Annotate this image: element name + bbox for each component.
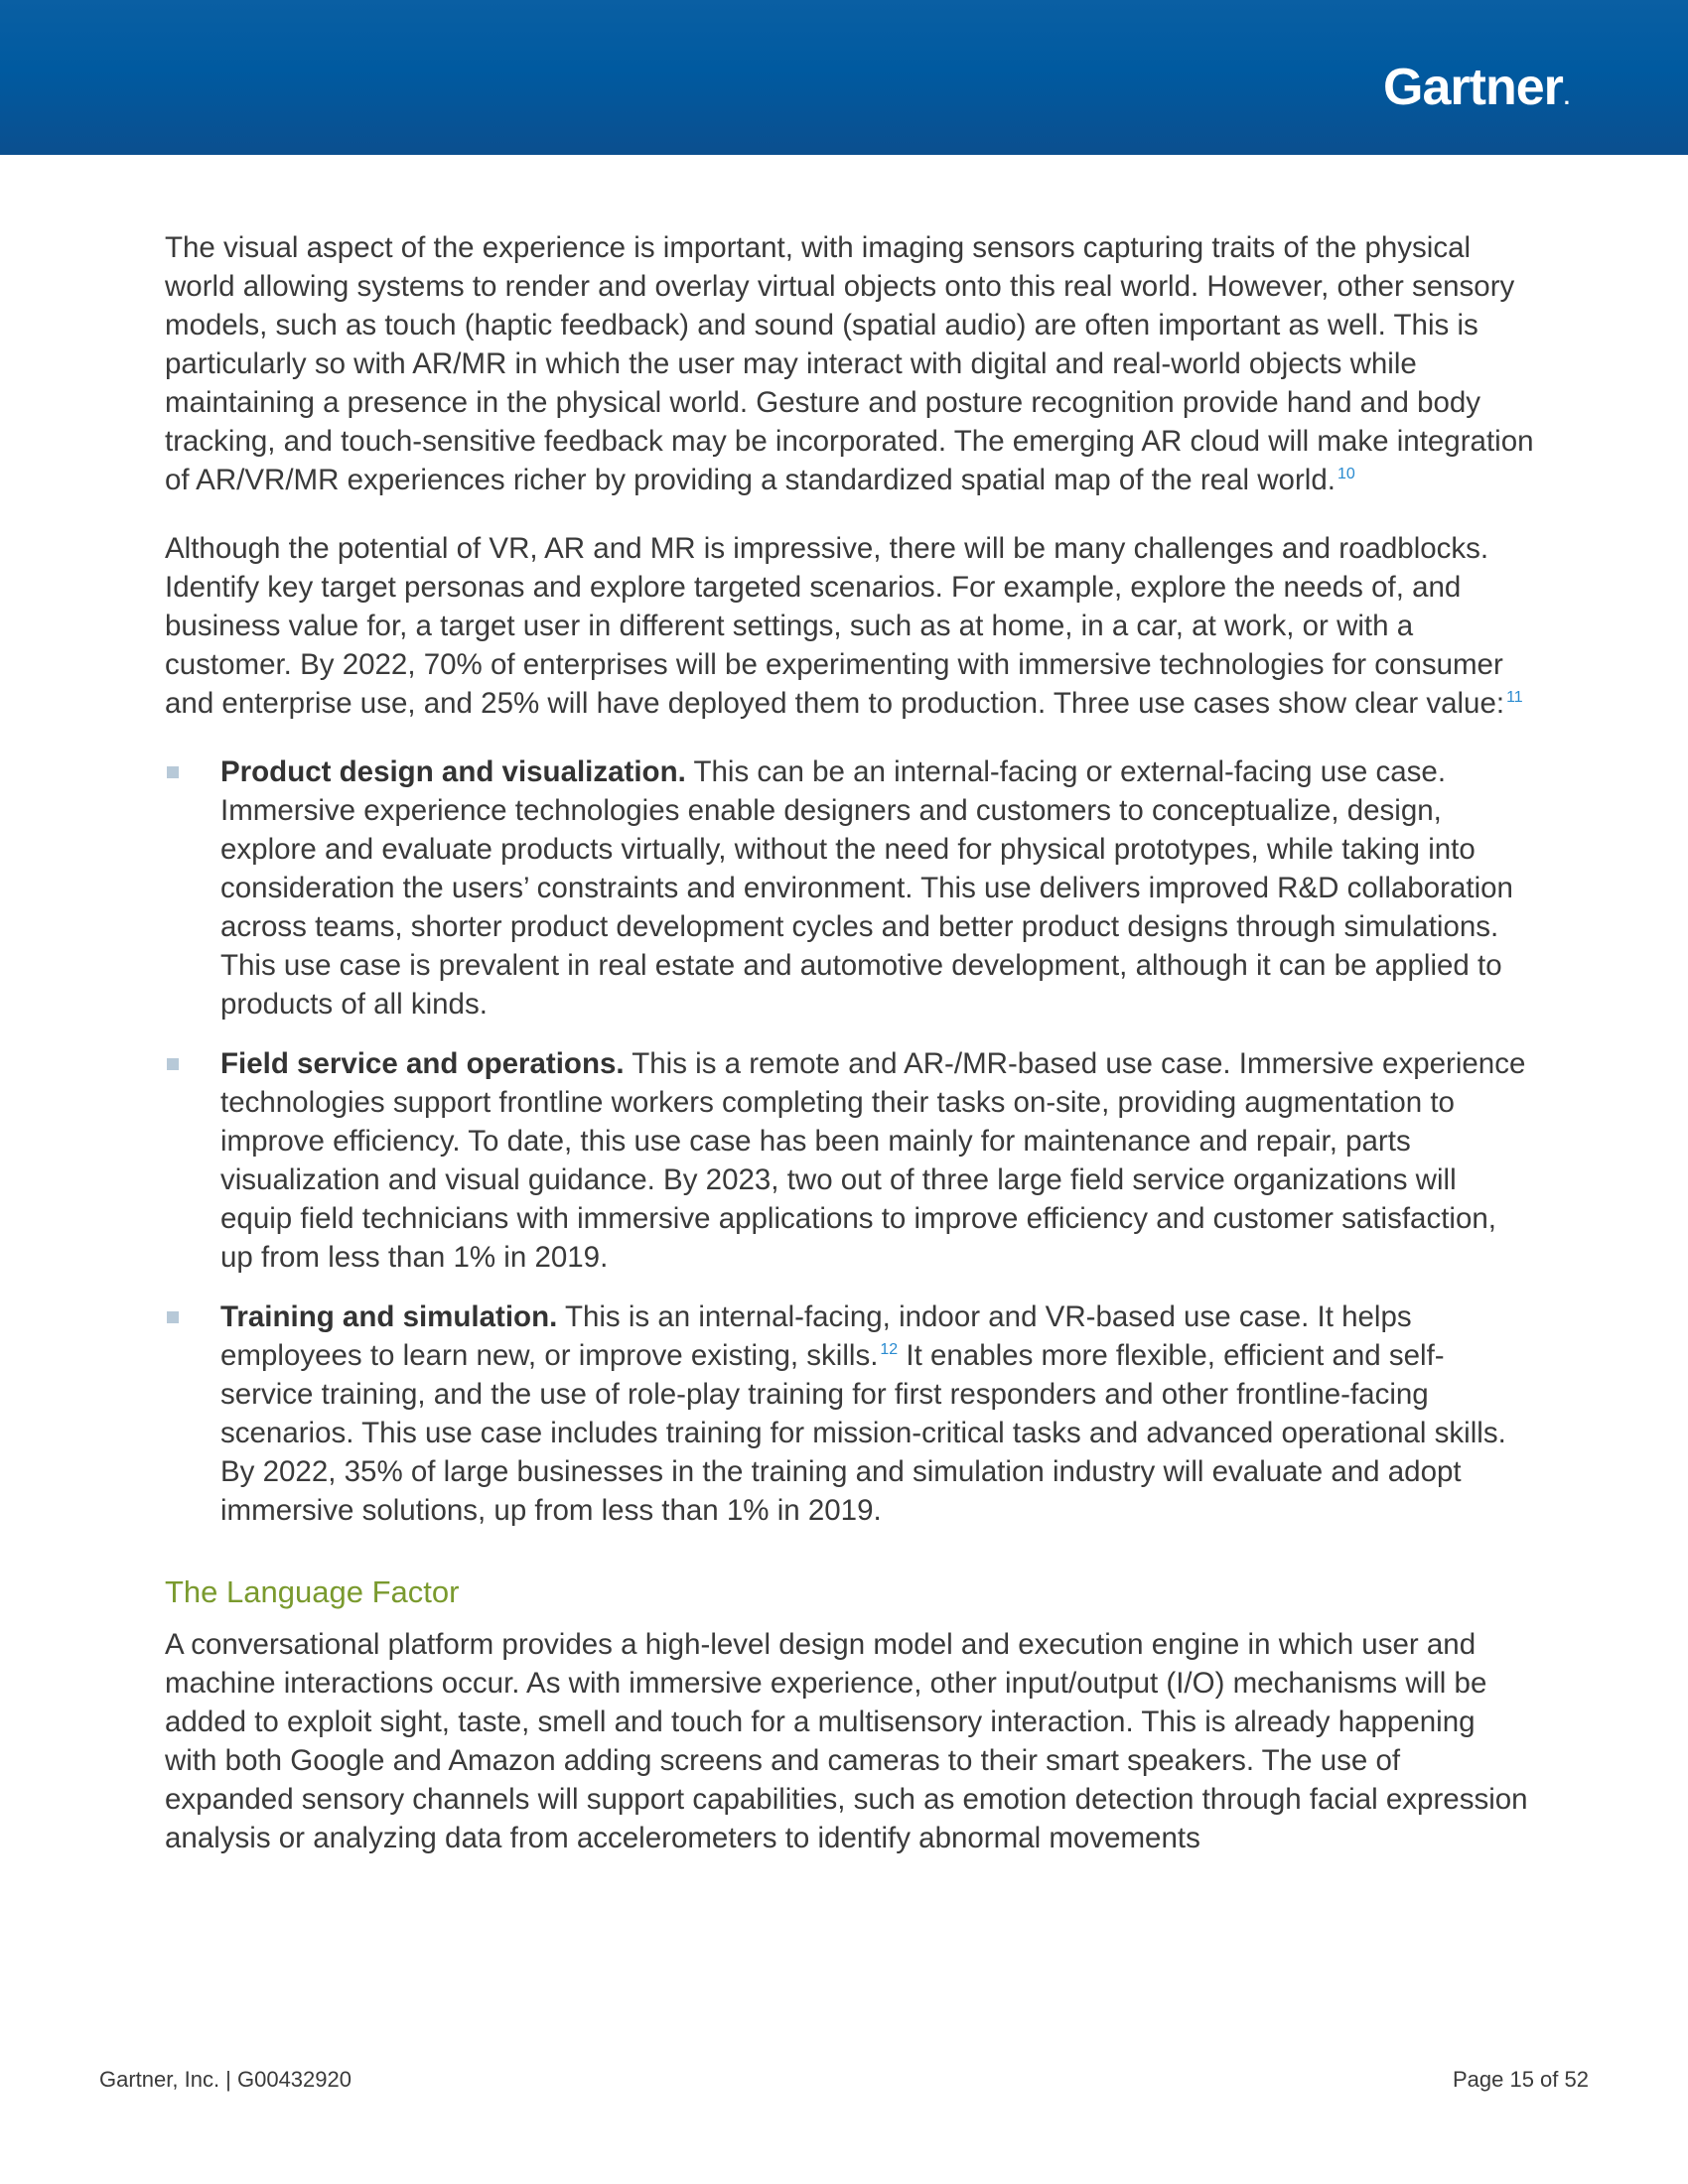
use-case-title: Product design and visualization. [220, 755, 686, 788]
square-bullet-icon [167, 1058, 179, 1070]
list-item [165, 752, 1535, 1024]
paragraph-text: The visual aspect of the experience is important, with imaging sensors capturing traits of the physical world allowing systems to render and overlay virtual objects onto this real world. However, other sensory models, such as touch (haptic feedback) and sound (spatial audio) are often important as well. This is particularly so with AR/MR in which the user may interact with digital and real-world objects while maintaining a presence in the physical world. Gesture and posture recognition provide hand and body tracking, and touch-sensitive feedback may be incorporated. The emerging AR cloud will make integration of AR/VR/MR experiences richer by providing a standardized spatial map of the real world. [165, 231, 1534, 496]
paragraph-visual-aspect [165, 228, 1535, 499]
gartner-logo [1383, 59, 1569, 116]
use-case-title: Field service and operations. [220, 1047, 625, 1080]
use-case-text: This is an internal-facing, indoor and VR-based use case. It helps employees to learn new, or improve existing, skills. [220, 1300, 1412, 1372]
use-case-text: This can be an internal-facing or external-facing use case. Immersive experience technologies enable designers and customers to conceptualize, design, explore and evaluate products virtually, without the need for physical prototypes, while taking into consideration the users’ constraints and environment. This use delivers improved R&D collaboration across teams, shorter product development cycles and better product designs through simulations. This use case is prevalent in real estate and automotive development, although it can be applied to products of all kinds. [220, 755, 1513, 1021]
use-case-text-cont: It enables more flexible, efficient and self-service training, and the use of role-play training for first responders and other frontline-facing scenarios. This use case includes training for mission-critical tasks and advanced operational skills. By 2022, 35% of large businesses in the training and simulation industry will evaluate and adopt immersive solutions, up from less than 1% in 2019. [220, 1339, 1506, 1527]
paragraph-potential [165, 529, 1535, 723]
square-bullet-icon [167, 766, 179, 778]
square-bullet-icon [167, 1311, 179, 1323]
footnote-ref[interactable]: 12 [880, 1341, 899, 1359]
section-heading: The Language Factor [165, 1574, 460, 1609]
list-item [165, 1044, 1535, 1277]
use-case-list [165, 752, 1535, 1530]
footnote-ref[interactable]: 11 [1506, 689, 1523, 707]
logo-dot: . [1563, 84, 1569, 109]
header-band [0, 0, 1688, 155]
paragraph-text: Although the potential of VR, AR and MR is impressive, there will be many challenges and roadblocks. Identify key target personas and explore targeted scenarios. For example, explore the needs of, and business value for, a target user in different settings, such as at home, in a car, at work, or with a customer. By 2022, 70% of enterprises will be experimenting with immersive technologies for consumer and enterprise use, and 25% will have deployed them to production. Three use cases show clear value: [165, 532, 1505, 720]
footer-doc-id: Gartner, Inc. | G00432920 [99, 2067, 352, 2092]
use-case-title: Training and simulation. [220, 1300, 558, 1333]
list-item [165, 1297, 1535, 1530]
footer-page-number: Page 15 of 52 [1452, 2067, 1589, 2092]
main-content [165, 228, 1535, 1857]
logo-text: Gartner [1383, 59, 1563, 116]
use-case-text: This is a remote and AR-/MR-based use case. Immersive experience technologies support frontline workers completing their tasks on-site, providing augmentation to improve efficiency. To date, this use case has been mainly for maintenance and repair, parts visualization and visual guidance. By 2023, two out of three large field service organizations will equip field technicians with immersive applications to improve efficiency and customer satisfaction, up from less than 1% in 2019. [220, 1047, 1526, 1274]
paragraph-conversational: A conversational platform provides a high-level design model and execution engine in which user and machine interactions occur. As with immersive experience, other input/output (I/O) mechanisms will be added to exploit sight, taste, smell and touch for a multisensory interaction. This is already happening with both Google and Amazon adding screens and cameras to their smart speakers. The use of expanded sensory channels will support capabilities, such as emotion detection through facial expression analysis or analyzing data from accelerometers to identify abnormal movements [165, 1628, 1528, 1854]
footnote-ref[interactable]: 10 [1336, 466, 1355, 483]
